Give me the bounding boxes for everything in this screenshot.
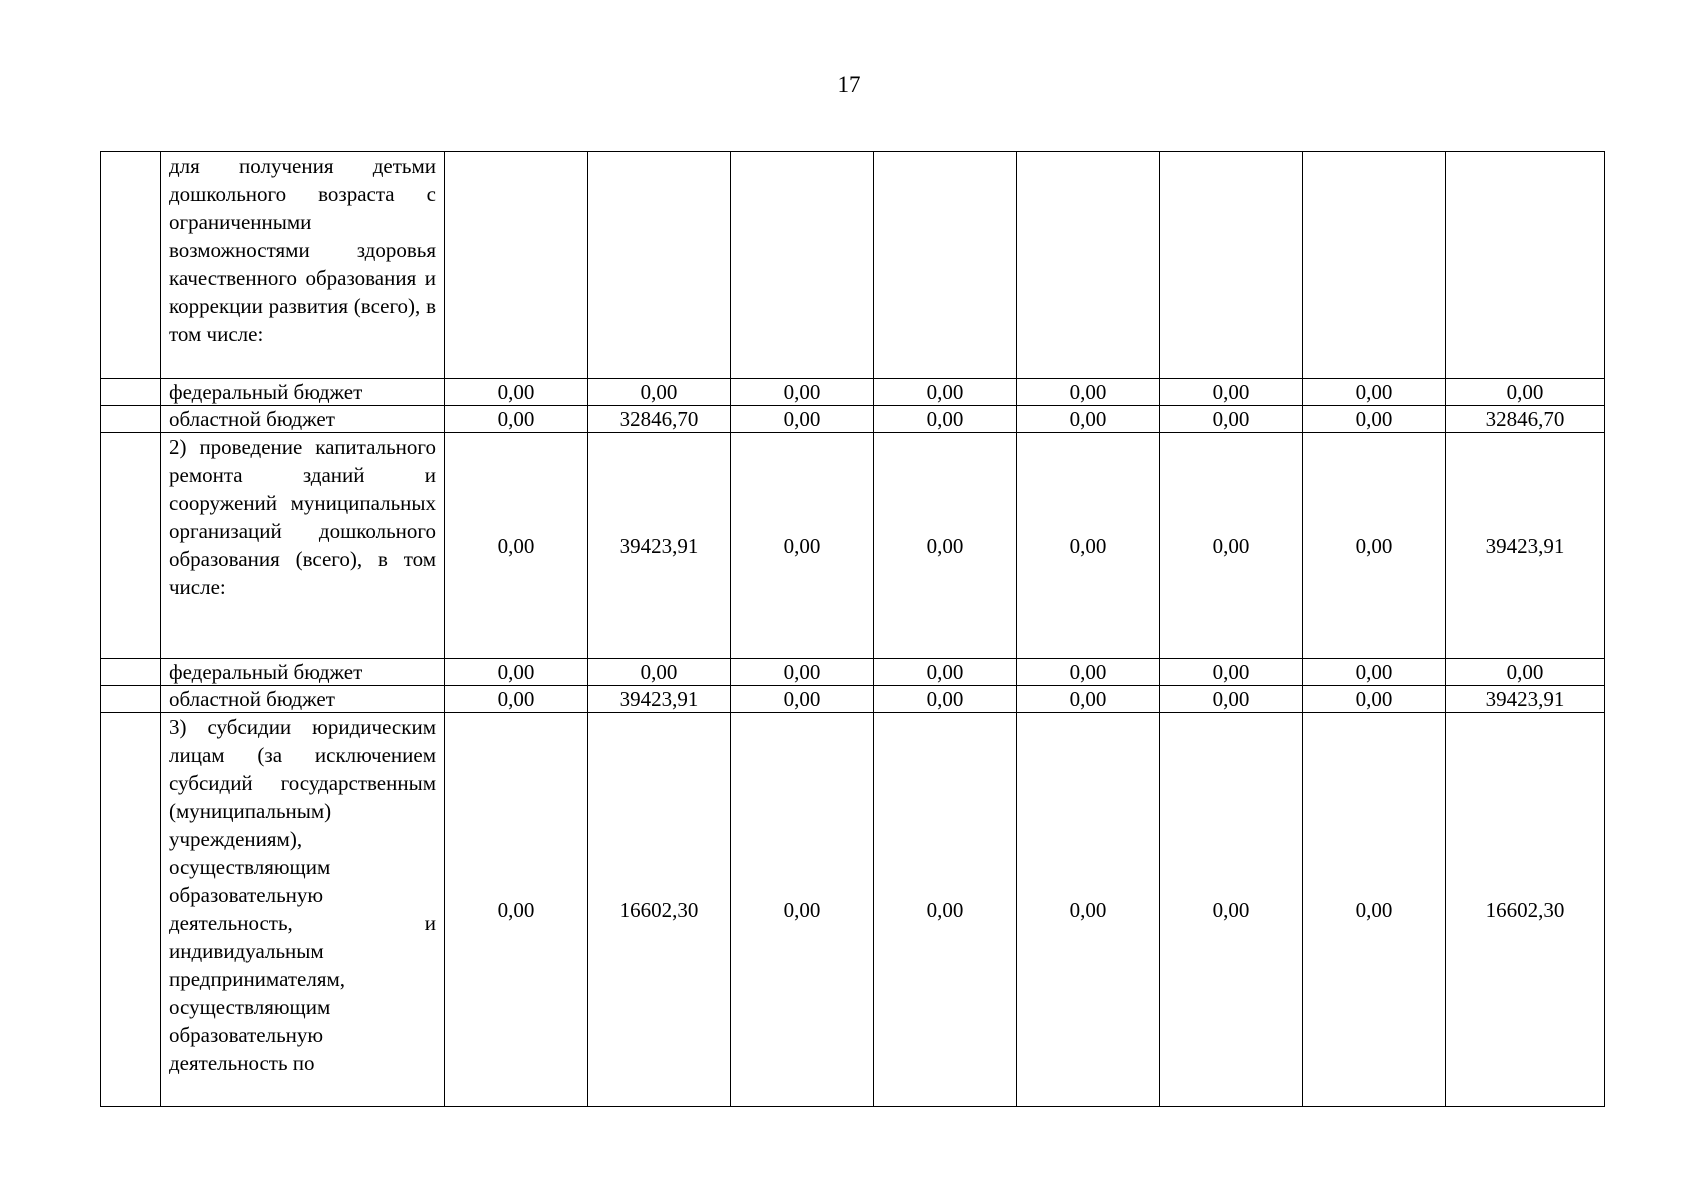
value-cell: 0,00 xyxy=(1160,433,1303,659)
value-cell: 0,00 xyxy=(1017,379,1160,406)
value-cell: 0,00 xyxy=(1303,713,1446,1107)
row-label: областной бюджет xyxy=(161,686,445,713)
value-cell xyxy=(731,152,874,379)
value-cell: 0,00 xyxy=(1303,686,1446,713)
value-cell: 0,00 xyxy=(1160,686,1303,713)
row-label: 3) субсидии юридическим лицам (за исключением субсидий государственным (муниципальным) учреждениям), осуществляющим образовательную деятельность, и индивидуальным предпринимателям, осуществляющим образовательную деятельность по xyxy=(161,713,445,1107)
value-cell: 0,00 xyxy=(1017,659,1160,686)
value-cell: 0,00 xyxy=(731,713,874,1107)
value-cell: 16602,30 xyxy=(588,713,731,1107)
value-cell: 0,00 xyxy=(874,713,1017,1107)
value-cell: 0,00 xyxy=(1017,406,1160,433)
value-cell: 39423,91 xyxy=(1446,686,1605,713)
table-row xyxy=(101,406,1605,433)
table-row xyxy=(101,659,1605,686)
value-cell: 0,00 xyxy=(1017,433,1160,659)
value-cell: 0,00 xyxy=(1017,713,1160,1107)
row-label: 2) проведение капитального ремонта зданий и сооружений муниципальных организаций дошкольного образования (всего), в том числе: xyxy=(161,433,445,659)
value-cell: 0,00 xyxy=(445,379,588,406)
value-cell: 0,00 xyxy=(445,713,588,1107)
table-row xyxy=(101,713,1605,1107)
value-cell xyxy=(1446,152,1605,379)
row-label: областной бюджет xyxy=(161,406,445,433)
row-label: федеральный бюджет xyxy=(161,659,445,686)
table-row xyxy=(101,152,1605,379)
value-cell: 0,00 xyxy=(731,379,874,406)
value-cell xyxy=(874,152,1017,379)
value-cell: 0,00 xyxy=(1446,659,1605,686)
table-row xyxy=(101,379,1605,406)
table-row xyxy=(101,433,1605,659)
value-cell: 0,00 xyxy=(1160,379,1303,406)
value-cell: 0,00 xyxy=(1160,713,1303,1107)
value-cell: 0,00 xyxy=(445,686,588,713)
value-cell: 39423,91 xyxy=(588,686,731,713)
value-cell: 0,00 xyxy=(874,433,1017,659)
value-cell: 0,00 xyxy=(588,659,731,686)
value-cell: 0,00 xyxy=(1017,686,1160,713)
row-index-cell xyxy=(101,379,161,406)
value-cell xyxy=(588,152,731,379)
table-row xyxy=(101,686,1605,713)
value-cell xyxy=(1017,152,1160,379)
value-cell: 39423,91 xyxy=(1446,433,1605,659)
row-index-cell xyxy=(101,659,161,686)
value-cell: 0,00 xyxy=(1303,433,1446,659)
value-cell: 0,00 xyxy=(445,406,588,433)
value-cell: 0,00 xyxy=(731,686,874,713)
value-cell: 0,00 xyxy=(1303,379,1446,406)
value-cell: 0,00 xyxy=(874,659,1017,686)
row-index-cell xyxy=(101,713,161,1107)
value-cell: 0,00 xyxy=(1303,406,1446,433)
value-cell: 16602,30 xyxy=(1446,713,1605,1107)
row-index-cell xyxy=(101,433,161,659)
row-index-cell xyxy=(101,406,161,433)
value-cell: 0,00 xyxy=(588,379,731,406)
value-cell: 32846,70 xyxy=(1446,406,1605,433)
row-label: для получения детьми дошкольного возраста с ограниченными возможностями здоровья качественного образования и коррекции развития (всего), в том числе: xyxy=(161,152,445,379)
value-cell: 0,00 xyxy=(874,686,1017,713)
value-cell: 0,00 xyxy=(731,406,874,433)
value-cell: 0,00 xyxy=(1160,659,1303,686)
value-cell: 0,00 xyxy=(874,379,1017,406)
value-cell: 39423,91 xyxy=(588,433,731,659)
row-label: федеральный бюджет xyxy=(161,379,445,406)
value-cell xyxy=(445,152,588,379)
value-cell xyxy=(1160,152,1303,379)
value-cell: 0,00 xyxy=(874,406,1017,433)
value-cell: 0,00 xyxy=(1303,659,1446,686)
value-cell: 0,00 xyxy=(445,433,588,659)
row-index-cell xyxy=(101,152,161,379)
value-cell: 0,00 xyxy=(445,659,588,686)
budget-table xyxy=(100,151,1605,1107)
value-cell: 0,00 xyxy=(1160,406,1303,433)
value-cell: 32846,70 xyxy=(588,406,731,433)
value-cell: 0,00 xyxy=(731,659,874,686)
value-cell xyxy=(1303,152,1446,379)
value-cell: 0,00 xyxy=(731,433,874,659)
row-index-cell xyxy=(101,686,161,713)
value-cell: 0,00 xyxy=(1446,379,1605,406)
page-number: 17 xyxy=(837,72,861,97)
